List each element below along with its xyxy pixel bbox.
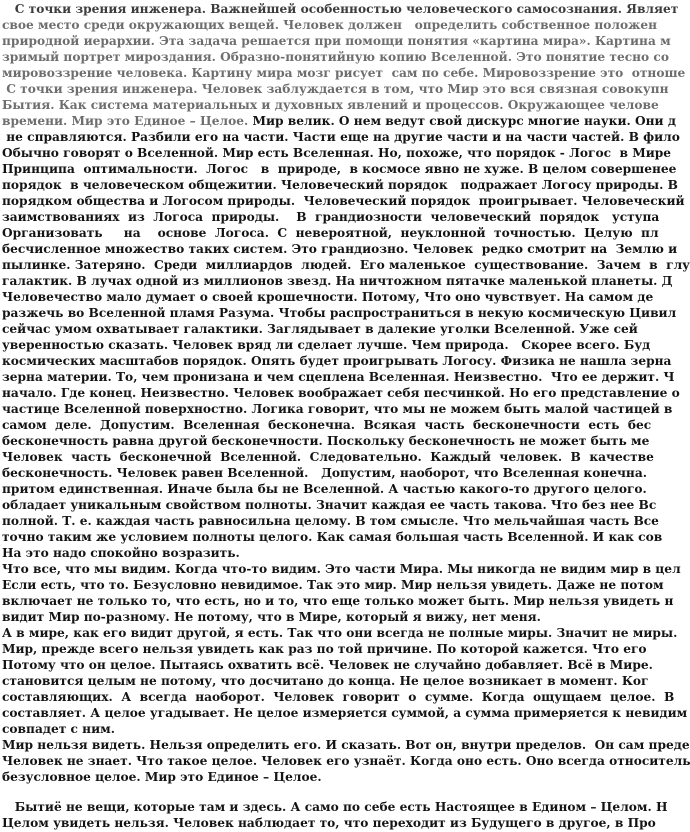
text-line: самом деле. Допустим. Вселенная бесконечна. Всякая часть бесконечности есть бес [2, 418, 652, 432]
text-line: порядком общества и Логосом природы. Человеческий порядок проигрывает. Человеческий [2, 194, 689, 208]
text-line: пылинке. Затеряно. Среди миллиардов людей. Его маленькое существование. Зачем в глу [2, 258, 690, 272]
text-line: порядок в человеческом общежитии. Человеческий порядок подражает Логосу природы. В [2, 178, 678, 192]
text-line: Мир нельзя видеть. Нельзя определить его. И сказать. Вот он, внутри пределов. Он сам преде [2, 738, 690, 752]
text-line: С точки зрения инженера. Важнейшей особенностью человеческого самосознания. Являет [2, 2, 679, 16]
text-line: Целом увидеть нельзя. Человек наблюдает то, что переходит из Будущего в другое, в Про [2, 816, 656, 830]
text-line: обладает уникальным свойством полноты. Значит каждая ее часть такова. Что без нее Вс [2, 498, 657, 512]
text-line: С точки зрения инженера. Человек заблуждается в том, что Мир это вся связная совокупн [2, 82, 669, 96]
text-line: притом единственная. Иначе была бы не Вселенной. А частью какого-то другого целого. [2, 482, 652, 496]
text-line: включает не только то, что есть, но и то, что еще только может быть. Мир нельзя увидеть н [2, 594, 674, 608]
text-line: природной иерархии. Эта задача решается при помощи понятия «картина мира». Картина м [2, 34, 671, 48]
text-line: Если есть, что то. Безусловно невидимое. Так это мир. Мир нельзя увидеть. Даже не потом [2, 578, 664, 592]
text-line: полной. Т. е. каждая часть равносильна целому. В том смысле. Что мельчайшая часть Все [2, 514, 659, 528]
text-line: Что все, что мы видим. Когда что-то видим. Это части Мира. Мы никогда не видим мир в цел [2, 562, 681, 576]
text-line: составляющих. А всегда наоборот. Человек говорит о сумме. Когда ощущаем целое. В [2, 690, 675, 704]
text-line: Обычно говорят о Вселенной. Мир есть Вселенная. Но, похоже, что порядок - Логос в Мире [2, 146, 672, 160]
text-line: не справляются. Разбили его на части. Части еще на другие части и на части частей. В фило [2, 130, 680, 144]
text-line: составляет. А целое угадывает. Не целое измеряется суммой, а сумма примеряется к невидим [2, 706, 688, 720]
text-line: Принципа оптимальности. Логос в природе, в космосе явно не хуже. В целом совершенее [2, 162, 677, 176]
text-line: безусловное целое. Мир это Единое – Целое. [2, 770, 322, 784]
text-line: уверенностью сказать. Человек вряд ли сделает лучше. Чем природа. Скорее всего. Буд [2, 338, 651, 352]
text-line: Бытия. Как система материальных и духовных явлений и процессов. Окружающее челове [2, 98, 659, 112]
text-line: бесконечность равна другой бесконечности. Поскольку бесконечность не может быть ме [2, 434, 650, 448]
text-line-dark-part: Мир велик. О нем ведут свой дискурс многие науки. Они д [252, 114, 676, 128]
text-line: галактик. В лучах одной из миллионов звезд. На ничтожном пятачке маленькой планеты. Д [2, 274, 673, 288]
text-line: заимствованиях из Логоса природы. В грандиозности человеческий порядок уступа [2, 210, 660, 224]
text-line [2, 114, 676, 128]
text-line: видит Мир по-разному. Не потому, что в Мире, который я вижу, нет меня. [2, 610, 541, 624]
text-line: мировоззрение человека. Картину мира мозг рисует сам по себе. Мировоззрение это отноше [2, 66, 686, 80]
text-line: космических масштабов порядок. Опять будет проигрывать Логосу. Физика не нашла зерна [2, 354, 672, 368]
text-line: Человек не знает. Что такое целое. Человек его узнаёт. Когда оно есть. Оно всегда относитель [2, 754, 690, 768]
text-line: А в мире, как его видит другой, я есть. Так что они всегда не полные миры. Значит не миры. [2, 626, 678, 640]
text-line: Человек часть бесконечной Вселенной. Следовательно. Каждый человек. В качестве [2, 450, 663, 464]
text-line: становится целым не потому, что досчитано до конца. Не целое возникает в момент. Ког [2, 674, 649, 688]
text-line: точно таким же условием полноты целого. Как самая большая часть Вселенной. И как сов [2, 530, 663, 544]
text-line: На это надо спокойно возразить. [2, 546, 240, 560]
text-line: бесконечность. Человек равен Вселенной. Допустим, наоборот, что Вселенная конечна. [2, 466, 652, 480]
text-line: зерна материи. То, чем пронизана и чем сцеплена Вселенная. Неизвестно. Что ее держит. Ч [2, 370, 675, 384]
text-line: Организовать на основе Логоса. С невероятной, неуклонной точностью. Целую пл [2, 226, 659, 240]
text-line: бесчисленное множество таких систем. Это грандиозно. Человек редко смотрит на Землю и [2, 242, 678, 256]
text-line: начало. Где конец. Неизвестно. Человек воображает себя песчинкой. Но его представление о [2, 386, 680, 400]
text-line: свое место среди окружающих вещей. Человек должен определить собственное положен [2, 18, 658, 32]
text-line-gray-part: времени. Мир это Единое – Целое. [2, 114, 253, 128]
text-line: Потому что он целое. Пытаясь охватить всё. Человек не случайно добавляет. Всё в Мире. [2, 658, 658, 672]
text-line: Бытиё не вещи, которые там и здесь. А само по себе есть Настоящее в Едином – Целом. Н [2, 800, 668, 814]
text-line: Мир, прежде всего нельзя увидеть как раз по той причине. По которой кажется. Что его [2, 642, 651, 656]
text-line: зримый портрет мироздания. Образно-понятийную копию Вселенной. Это понятие тесно со [2, 50, 669, 64]
text-line: совпадет с ним. [2, 722, 115, 736]
text-line: Человечество мало думает о своей крошечности. Потому, Что оно чувствует. На самом де [2, 290, 654, 304]
text-line: частице Вселенной поверхностно. Логика говорит, что мы не можем быть малой частицей в [2, 402, 673, 416]
text-line: разжечь во Вселенной пламя Разума. Чтобы распространиться в некую космическую Цивил [2, 306, 677, 320]
text-line: сейчас умом охватывает галактики. Заглядывает в далекие уголки Вселенной. Уже сей [2, 322, 638, 336]
